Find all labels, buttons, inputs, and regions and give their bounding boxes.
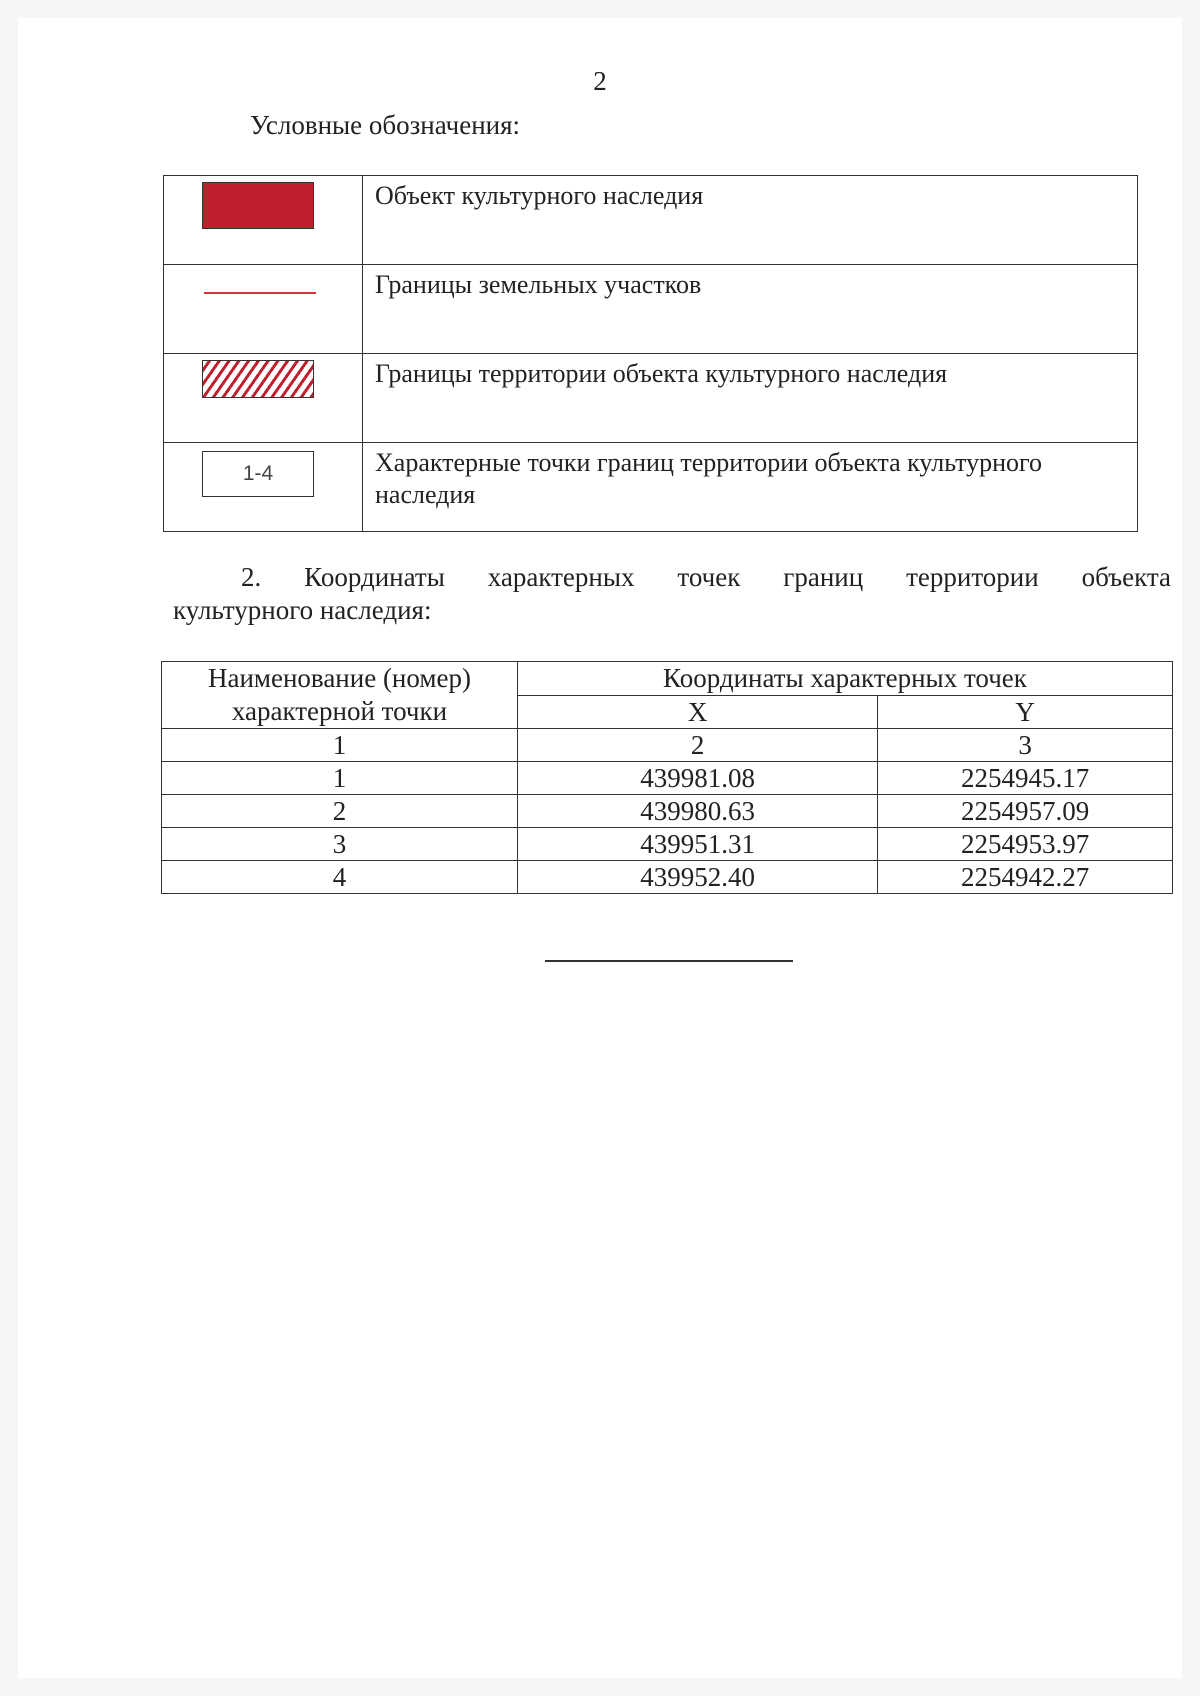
legend-row: [164, 176, 1138, 265]
point-cell: 2: [162, 795, 518, 828]
header-coordinates: Координаты характерных точек: [517, 662, 1172, 696]
y-cell: 2254942.27: [878, 861, 1173, 894]
legend-label: Характерные точки границ территории объекта культурного наследия: [363, 443, 1138, 532]
table-row: [162, 795, 1173, 828]
end-of-document-rule: [545, 960, 793, 962]
legend-symbol-cell: [164, 176, 363, 265]
table-header-row: [162, 662, 1173, 696]
index-cell: 2: [517, 729, 877, 762]
characteristic-points-symbol: 1-4: [202, 451, 314, 497]
point-cell: 1: [162, 762, 518, 795]
legend-symbol-cell: [164, 354, 363, 443]
table-row: [162, 861, 1173, 894]
section-heading-paragraph: [173, 561, 1171, 627]
section-heading-line-2: культурного наследия:: [173, 595, 432, 625]
point-cell: 4: [162, 861, 518, 894]
coordinates-table: [161, 661, 1173, 894]
heritage-object-symbol: [202, 182, 314, 229]
legend-label: Границы территории объекта культурного наследия: [363, 354, 1138, 443]
x-cell: 439952.40: [517, 861, 877, 894]
legend-symbol-cell: [164, 265, 363, 354]
legend-heading: Условные обозначения:: [250, 110, 521, 140]
land-plot-boundary-line-symbol: [204, 292, 316, 294]
y-cell: 2254945.17: [878, 762, 1173, 795]
header-y: Y: [878, 695, 1173, 729]
y-cell: 2254957.09: [878, 795, 1173, 828]
table-row: [162, 762, 1173, 795]
y-cell: 2254953.97: [878, 828, 1173, 861]
legend-label: Объект культурного наследия: [363, 176, 1138, 265]
territory-boundary-hatch-symbol: [202, 360, 314, 398]
header-x: X: [517, 695, 877, 729]
legend-table: [163, 175, 1138, 532]
index-cell: 1: [162, 729, 518, 762]
page-number: 2: [593, 66, 607, 96]
section-heading-line-1: 2. Координаты характерных точек границ территории объекта: [241, 562, 1171, 592]
point-cell: 3: [162, 828, 518, 861]
index-cell: 3: [878, 729, 1173, 762]
legend-symbol-cell: [164, 443, 363, 532]
x-cell: 439951.31: [517, 828, 877, 861]
x-cell: 439980.63: [517, 795, 877, 828]
legend-label: Границы земельных участков: [363, 265, 1138, 354]
legend-row: [164, 354, 1138, 443]
legend-row: [164, 443, 1138, 532]
x-cell: 439981.08: [517, 762, 877, 795]
table-index-row: [162, 729, 1173, 762]
document-page: [18, 18, 1182, 1678]
header-point-name: Наименование (номер) характерной точки: [162, 662, 518, 729]
legend-row: [164, 265, 1138, 354]
table-row: [162, 828, 1173, 861]
